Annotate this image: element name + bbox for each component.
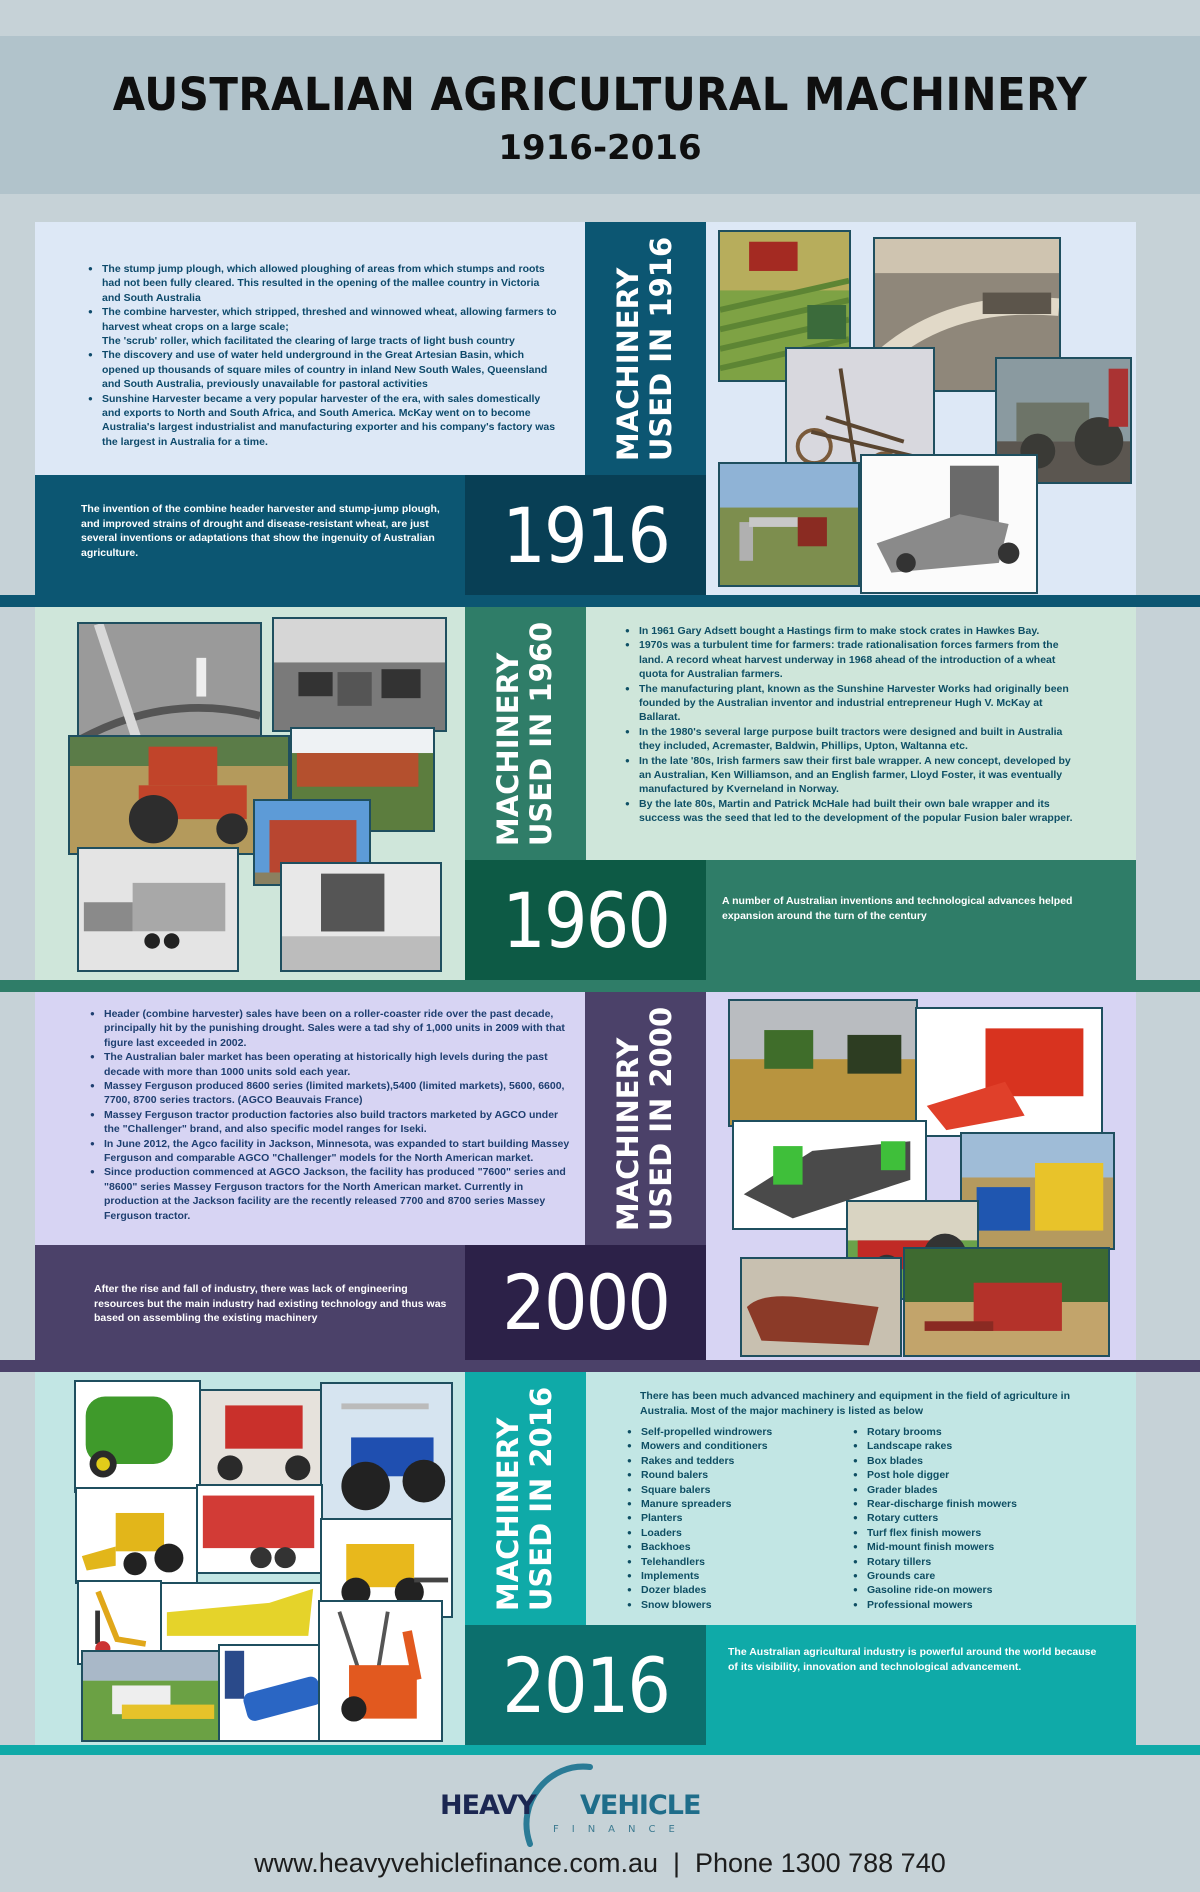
page-subtitle: 1916-2016	[498, 128, 702, 168]
machinery-list-right	[853, 1425, 1083, 1612]
list-item: ● 1970s was a turbulent time for farmers: trade rationalisation forces farmers from the land. A record wheat harvest underway in 1968 ahead of the introduction of a wheat quota for Australian farmers.	[625, 638, 1085, 681]
list-item: ● Massey Ferguson tractor production factories also build tractors marketed by AGCO under the "Challenger" brand, and also specific model ranges for Iseki.	[90, 1108, 570, 1137]
year-box-1960	[465, 860, 706, 980]
vertical-label-line2: USED IN 1960	[524, 621, 559, 846]
list-item: ● Round balers	[627, 1468, 827, 1482]
photo-red-manure-spreader	[196, 1484, 323, 1574]
list-item: ● In the 1980's several large purpose built tractors were designed and built in Australia they included, Acremaster, Baldwin, Phillips, Upton, Waltanna etc.	[625, 725, 1085, 754]
summary-band-2016	[706, 1625, 1136, 1745]
machinery-list-left	[627, 1425, 827, 1612]
vertical-label-line2: USED IN 2016	[524, 1386, 559, 1611]
list-item: ● In the late '80s, Irish farmers saw their first bale wrapper. A new concept, developed by an Australian, Ken Williamson, and an English farmer, Lloyd Foster, it was eventually manufactured by Kverneland in Norway.	[625, 754, 1085, 797]
year-label: 2016	[502, 1640, 669, 1730]
vertical-label-line1: MACHINERY	[611, 1037, 646, 1231]
vertical-label-line1: MACHINERY	[491, 1417, 526, 1611]
list-item: ● Snow blowers	[627, 1598, 827, 1612]
vertical-label-line2: USED IN 1916	[644, 236, 679, 461]
photo-red-windrower	[199, 1389, 324, 1492]
photo-orange-snow-blower	[318, 1600, 443, 1742]
photo-green-combine-wheat	[728, 999, 918, 1127]
photo-early-harvester	[860, 454, 1038, 594]
bullet-list-1960	[625, 624, 1085, 826]
photo-rusted-harvester	[740, 1257, 902, 1357]
year-box-2016	[465, 1625, 706, 1745]
list-item: The 'scrub' roller, which facilitated the clearing of large tracts of light bush country	[102, 335, 515, 348]
year-label: 2000	[502, 1258, 669, 1347]
list-item: ● Mid-mount finish mowers	[853, 1540, 1083, 1554]
vertical-label-line2: USED IN 2000	[644, 1006, 679, 1231]
section-2016	[0, 1372, 1200, 1745]
summary-text-2000: After the rise and fall of industry, there was lack of engineering resources but the main industry had existing technology and thus was based on assembling the existing machinery	[94, 1283, 447, 1324]
year-label: 1960	[502, 875, 669, 965]
list-item: ● Self-propelled windrowers	[627, 1425, 827, 1439]
list-item: ● Massey Ferguson produced 8600 series (limited markets),5400 (limited markets), 5600, 6600, 7700, 8700 series tractors. (AGCO Beauvais France)	[90, 1079, 570, 1108]
list-item: ● Mowers and conditioners	[627, 1439, 827, 1453]
list-item: ● Since production commenced at AGCO Jackson, the facility has produced "7600" series and "8600" series Massey Ferguson tractors for the North American market. Currently in production at the Jackson facility are the recently released 7700 and 8700 series Massey Ferguson tractor.	[90, 1165, 570, 1223]
photo-yellow-backhoe	[75, 1487, 198, 1584]
list-item: ● The stump jump plough, which allowed ploughing of areas from which stumps and roots had not been fully cleared. This resulted in the opening of the mallee country in Victoria and South Australia	[88, 262, 558, 305]
vertical-label-line1: MACHINERY	[491, 652, 526, 846]
list-item: ● The Australian baler market has been operating at historically high levels during the past decade with more than 1000 units sold each year.	[90, 1050, 570, 1079]
bullet-list-2000	[90, 1007, 570, 1223]
list-item: ● Loaders	[627, 1526, 827, 1540]
vertical-label-1916	[585, 222, 706, 475]
vertical-label-line1: MACHINERY	[611, 267, 646, 461]
list-item: ● Backhoes	[627, 1540, 827, 1554]
list-item: ● Manure spreaders	[627, 1497, 827, 1511]
list-item: ● Gasoline ride-on mowers	[853, 1583, 1083, 1597]
logo-word-finance: FINANCE	[553, 1824, 688, 1835]
list-item: ● Post hole digger	[853, 1468, 1083, 1482]
photo-ride-on-mower	[81, 1650, 223, 1742]
list-item: ● Rotary tillers	[853, 1555, 1083, 1569]
list-item: ● By the late 80s, Martin and Patrick McHale had built their own bale wrapper and its success was the seed that led to the development of the popular Fusion baler wrapper.	[625, 797, 1085, 826]
summary-text-2016: The Australian agricultural industry is powerful around the world because of its visibility, innovation and technological advancement.	[728, 1646, 1097, 1673]
photo-blue-rotary-broom	[218, 1644, 333, 1742]
list-item: ● Rear-discharge finish mowers	[853, 1497, 1083, 1511]
list-item: ● Header (combine harvester) sales have been on a roller-coaster ride over the past decade, principally hit by the punishing drought. Sales were a tad shy of 1,000 units in 2009 with that figure last exceeded in 2002.	[90, 1007, 570, 1050]
list-item: ● Landscape rakes	[853, 1439, 1083, 1453]
list-item: ● Telehandlers	[627, 1555, 827, 1569]
intro-text-2016: There has been much advanced machinery and equipment in the field of agriculture in Australia. Most of the major machinery is listed as below	[640, 1390, 1071, 1417]
section-1960	[0, 607, 1200, 980]
vertical-label-2000	[585, 992, 706, 1245]
list-item: ● Box blades	[853, 1454, 1083, 1468]
list-item: ● Rotary brooms	[853, 1425, 1083, 1439]
separator-1916	[0, 595, 1200, 607]
summary-text-1960: A number of Australian inventions and technological advances helped expansion around the turn of the century	[722, 895, 1073, 922]
list-item: ● In June 2012, the Agco facility in Jackson, Minnesota, was expanded to start building Massey Ferguson and comparable AGCO "Challenger" models for the North American market.	[90, 1137, 570, 1166]
photo-cotton-picker	[280, 862, 442, 972]
year-box-2000	[465, 1245, 706, 1360]
photo-harvest-convoy	[272, 617, 447, 732]
section-1916	[0, 222, 1200, 595]
list-item: ● Rakes and tedders	[627, 1454, 827, 1468]
page-title: AUSTRALIAN AGRICULTURAL MACHINERY	[112, 68, 1088, 121]
photo-farmer-irrigation	[77, 622, 262, 744]
list-item: ● Square balers	[627, 1483, 827, 1497]
year-box-1916	[465, 475, 706, 595]
list-item: ● Implements	[627, 1569, 827, 1583]
logo-word-heavy: HEAVY	[440, 1790, 536, 1821]
photo-blue-tractor-baler	[960, 1132, 1115, 1250]
photo-red-combine-studio	[915, 1007, 1103, 1137]
photo-green-round-baler	[74, 1380, 201, 1493]
list-item: ● Grader blades	[853, 1483, 1083, 1497]
list-item: ● Dozer blades	[627, 1583, 827, 1597]
list-item: ● Turf flex finish mowers	[853, 1526, 1083, 1540]
separator-2000	[0, 1360, 1200, 1372]
photo-blue-tractor	[320, 1382, 453, 1522]
heavy-vehicle-finance-logo[interactable]	[440, 1762, 760, 1842]
logo-word-vehicle: VEHICLE	[580, 1790, 701, 1821]
photo-trailer-truck	[77, 847, 239, 972]
list-item: ● Sunshine Harvester became a very popular harvester of the era, with sales domestically and exports to North and South Africa, and South America. McKay went on to become Australia's largest industrialist and manufacturing exporter and his company's factory was the largest in Australia for a time.	[88, 392, 558, 450]
separator-1960	[0, 980, 1200, 992]
photo-red-combine-field	[903, 1247, 1110, 1357]
separator-2016	[0, 1745, 1200, 1755]
list-item: ● The combine harvester, which stripped, threshed and winnowed wheat, allowing farmers to harvest wheat crops on a large scale;	[88, 305, 558, 334]
photo-water-pump-field	[718, 462, 860, 587]
year-label: 1916	[502, 490, 669, 580]
list-item: ● Grounds care	[853, 1569, 1083, 1583]
list-item: ● Rotary cutters	[853, 1511, 1083, 1525]
vertical-label-2016	[465, 1372, 586, 1625]
bullet-list-1916	[88, 262, 558, 449]
section-2000	[0, 992, 1200, 1360]
list-item: ● Planters	[627, 1511, 827, 1525]
list-item: ● In 1961 Gary Adsett bought a Hastings firm to make stock crates in Hawkes Bay.	[625, 624, 1085, 638]
list-item: ● The manufacturing plant, known as the Sunshine Harvester Works had originally been founded by the Australian inventor and industrial entrepreneur Hugh V. McKay at Ballarat.	[625, 682, 1085, 725]
list-item: ● The discovery and use of water held underground in the Great Artesian Basin, which opened up thousands of square miles of country in inland New South Wales, Queensland and South Australia, previously unavailable for pastoral activities	[88, 348, 558, 391]
summary-text-1916: The invention of the combine header harvester and stump-jump plough, and improved strains of drought and disease-resistant wheat, are just several inventions or adaptations that show the ingenuity of Australian agriculture.	[81, 503, 440, 559]
vertical-label-1960	[465, 607, 586, 860]
photo-yellow-dozer-blade	[160, 1582, 322, 1652]
list-item: ● Professional mowers	[853, 1598, 1083, 1612]
contact-line[interactable]: www.heavyvehiclefinance.com.au | Phone 1300 788 740	[254, 1848, 946, 1878]
